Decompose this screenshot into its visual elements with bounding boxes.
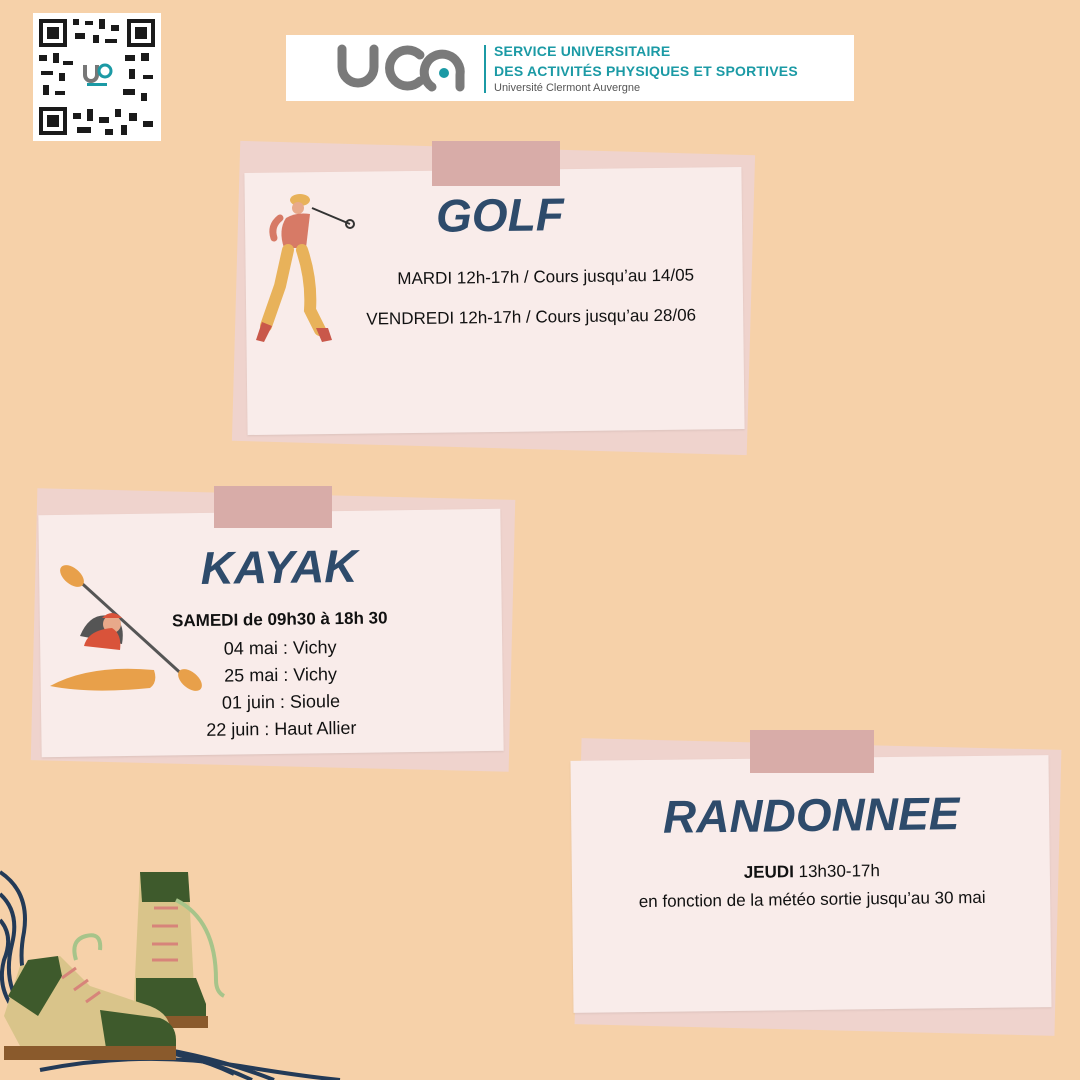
kayak-tape	[214, 486, 332, 528]
golf-tape	[432, 141, 560, 186]
logo-subtitle: Université Clermont Auvergne	[494, 82, 641, 94]
kayak-date-1: 04 mai : Vichy	[223, 637, 337, 659]
randonnee-tape	[750, 730, 874, 773]
hiking-boots-illustration	[0, 860, 240, 1080]
golfer-illustration	[250, 188, 360, 348]
randonnee-title: RANDONNEE	[662, 787, 960, 843]
kayak-date-2: 25 mai : Vichy	[224, 664, 338, 686]
golf-schedule-1: MARDI 12h-17h / Cours jusqu’au 14/05	[397, 265, 695, 289]
qr-code	[33, 13, 161, 141]
kayaker-illustration	[46, 562, 206, 698]
randonnee-day: JEUDI	[743, 862, 794, 882]
kayak-date-3: 01 juin : Sioule	[221, 691, 341, 713]
logo-title-line2: DES ACTIVITÉS PHYSIQUES ET SPORTIVES	[494, 63, 798, 79]
uca-logo	[286, 35, 854, 101]
logo-divider	[484, 45, 486, 93]
kayak-title: KAYAK	[200, 539, 358, 594]
randonnee-note: en fonction de la météo sortie jusqu’au 30 mai	[638, 887, 986, 912]
golf-schedule-2: VENDREDI 12h-17h / Cours jusqu’au 28/06	[366, 305, 697, 329]
kayak-date-4: 22 juin : Haut Allier	[206, 717, 357, 740]
golf-title: GOLF	[435, 188, 565, 242]
uca-logo-mark	[336, 41, 471, 95]
randonnee-card	[570, 755, 1051, 1013]
kayak-heading: SAMEDI de 09h30 à 18h 30	[171, 608, 388, 631]
logo-title-line1: SERVICE UNIVERSITAIRE	[494, 43, 671, 59]
randonnee-schedule	[612, 860, 1012, 885]
randonnee-time: 13h30-17h	[793, 861, 881, 882]
